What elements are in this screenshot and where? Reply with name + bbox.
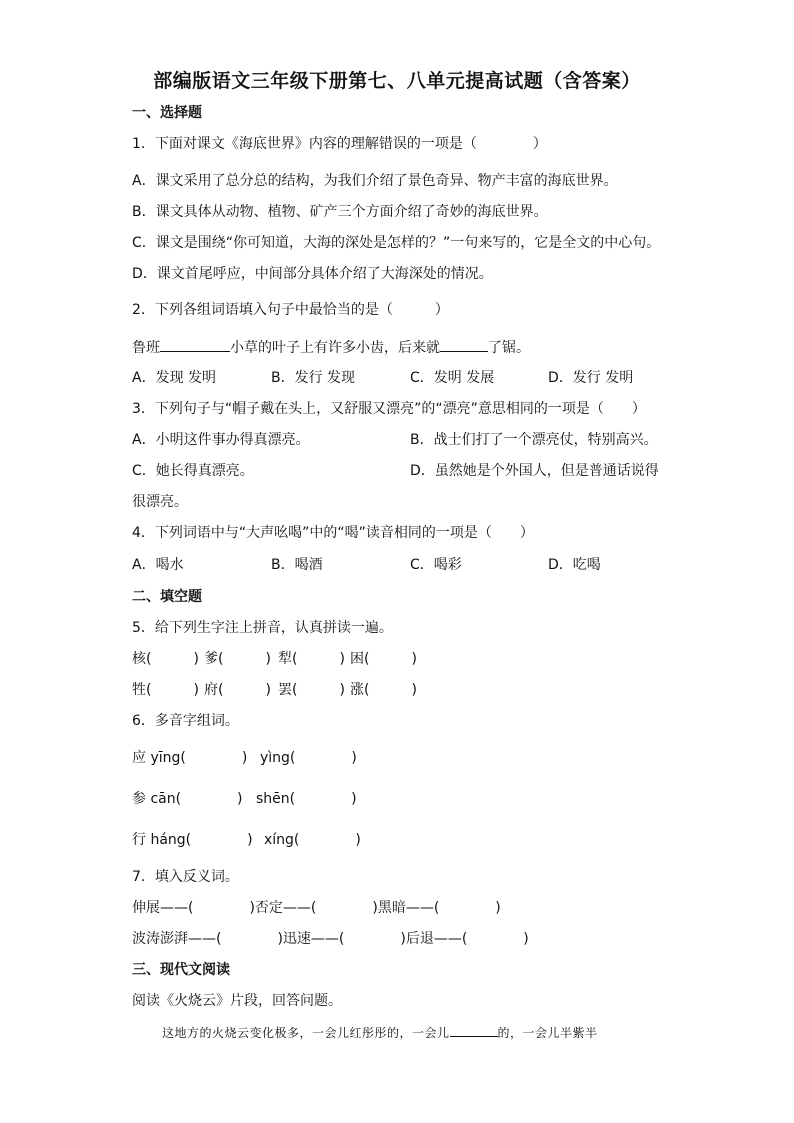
polyphone-item: 应 yīng( ) — [132, 750, 248, 766]
question-2-option-d: D．发行 发明 — [548, 370, 634, 386]
sentence-part-1: 鲁班 — [132, 340, 160, 356]
polyphone-item: xíng( ) — [264, 832, 361, 848]
sentence-part-3: 了锯。 — [488, 340, 530, 356]
question-4-option-d: D．吃喝 — [548, 557, 601, 573]
pinyin-item: 困( ) — [350, 651, 417, 667]
page-title: 部编版语文三年级下册第七、八单元提高试题（含答案） — [153, 70, 641, 92]
question-1-option-c: C．课文是围绕“你可知道，大海的深处是怎样的？”一句来写的，它是全文的中心句。 — [132, 235, 661, 251]
section-heading-reading: 三、现代文阅读 — [132, 962, 230, 978]
answer-blank-2[interactable] — [440, 337, 488, 352]
question-4-stem: 4．下列词语中与“大声吆喝”中的“喝”读音相同的一项是（ ） — [132, 525, 534, 541]
question-6-stem: 6．多音字组词。 — [132, 713, 239, 729]
answer-blank-1[interactable] — [160, 337, 230, 352]
question-4-option-b: B．喝酒 — [271, 557, 323, 573]
question-1-stem: 1．下面对课文《海底世界》内容的理解错误的一项是（ ） — [132, 136, 547, 152]
pinyin-item: 府( ) — [204, 682, 271, 698]
question-2-option-a: A．发现 发明 — [132, 370, 217, 386]
pinyin-item: 爹( ) — [204, 651, 271, 667]
reading-passage — [162, 1024, 598, 1041]
passage-part-2: 的，一会儿半紫半 — [497, 1026, 598, 1040]
polyphone-item: 行 háng( ) — [132, 832, 253, 848]
question-2-sentence — [132, 337, 530, 358]
question-3-option-d: D．虽然她是个外国人，但是普通话说得 — [410, 463, 659, 479]
polyphone-item: 参 cān( ) — [132, 791, 243, 807]
pinyin-item: 罢( ) — [278, 682, 345, 698]
question-4-option-c: C．喝彩 — [410, 557, 462, 573]
polyphone-item: yìng( ) — [260, 750, 357, 766]
reading-intro: 阅读《火烧云》片段，回答问题。 — [132, 993, 342, 1009]
question-3-option-b: B．战士们打了一个漂亮仗，特别高兴。 — [410, 432, 658, 448]
polyphone-item: shēn( ) — [256, 791, 357, 807]
antonym-row-1: 伸展——( )否定——( )黑暗——( ) — [132, 900, 501, 916]
sentence-part-2: 小草的叶子上有许多小齿，后来就 — [230, 340, 440, 356]
section-heading-choice: 一、选择题 — [132, 105, 202, 121]
pinyin-item: 牲( ) — [132, 682, 199, 698]
pinyin-item: 涨( ) — [350, 682, 417, 698]
pinyin-item: 核( ) — [132, 651, 199, 667]
question-3-option-a: A．小明这件事办得真漂亮。 — [132, 432, 310, 448]
question-2-stem: 2．下列各组词语填入句子中最恰当的是（ ） — [132, 302, 449, 318]
question-5-stem: 5．给下列生字注上拼音，认真拼读一遍。 — [132, 620, 393, 636]
question-1-option-b: B．课文具体从动物、植物、矿产三个方面介绍了奇妙的海底世界。 — [132, 204, 548, 220]
question-4-option-a: A．喝水 — [132, 557, 184, 573]
passage-blank[interactable] — [450, 1024, 498, 1037]
question-3-stem: 3．下列句子与“帽子戴在头上，又舒服又漂亮”的“漂亮”意思相同的一项是（ ） — [132, 401, 646, 417]
question-2-option-b: B．发行 发现 — [271, 370, 356, 386]
question-2-option-c: C．发明 发展 — [410, 370, 495, 386]
question-3-option-c: C．她长得真漂亮。 — [132, 463, 254, 479]
question-1-option-d: D．课文首尾呼应，中间部分具体介绍了大海深处的情况。 — [132, 266, 493, 282]
passage-part-1: 这地方的火烧云变化极多，一会儿红彤彤的，一会儿 — [162, 1026, 450, 1040]
section-heading-fill: 二、填空题 — [132, 589, 202, 605]
question-3-option-d-continued: 很漂亮。 — [132, 494, 188, 510]
question-7-stem: 7．填入反义词。 — [132, 869, 239, 885]
antonym-row-2: 波涛澎湃——( )迅速——( )后退——( ) — [132, 931, 529, 947]
pinyin-item: 犁( ) — [278, 651, 345, 667]
question-1-option-a: A．课文采用了总分总的结构，为我们介绍了景色奇异、物产丰富的海底世界。 — [132, 173, 618, 189]
